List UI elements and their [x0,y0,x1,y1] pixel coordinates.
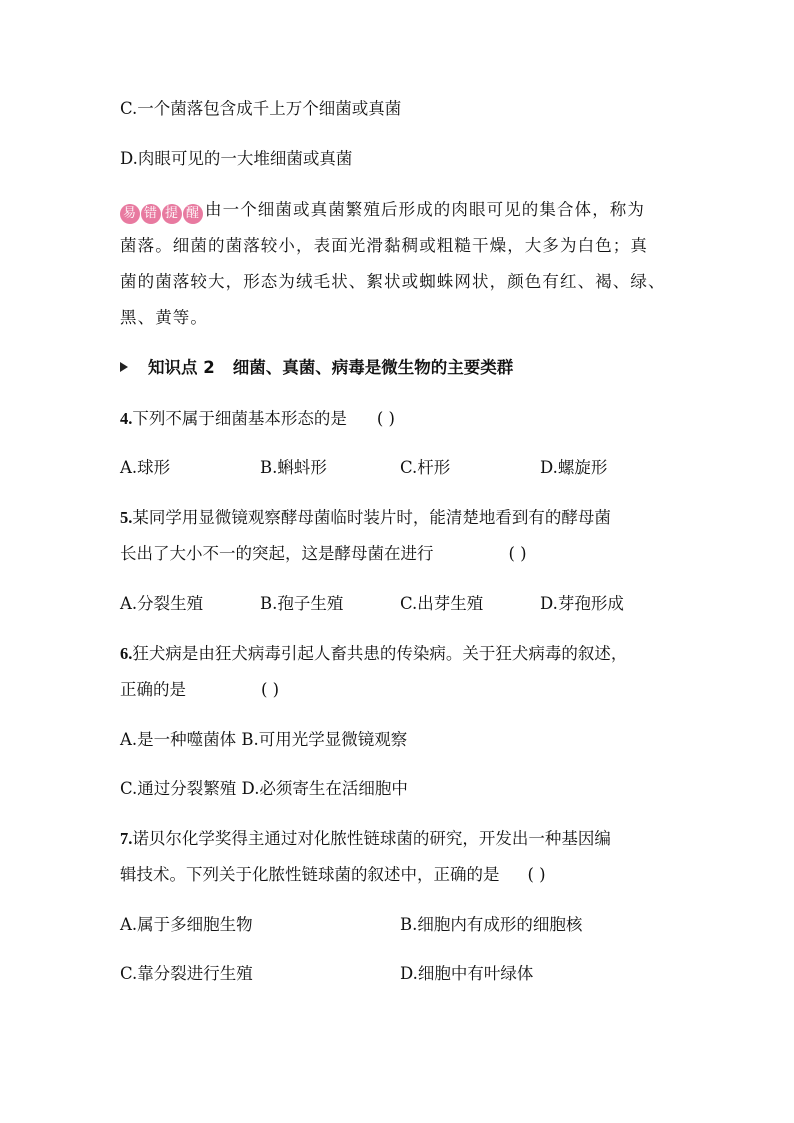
question-stem: 某同学用显微镜观察酵母菌临时装片时，能清楚地看到有的酵母菌 [132,508,611,527]
option-a: A.球形 [120,458,171,477]
option-c: C.通过分裂繁殖 [120,779,237,798]
question-number: 4. [120,409,133,428]
option-a: A.是一种噬菌体 [120,730,237,749]
option-d: D.细胞中有叶绿体 [400,964,534,983]
option-d: D.必须寄生在活细胞中 [241,779,408,798]
question-number: 7. [120,829,133,848]
question-number: 6. [120,644,133,663]
question-stem: 辑技术。下列关于化脓性链球菌的叙述中，正确的是 [120,865,500,884]
answer-bracket: ( ) [376,409,395,428]
q6-stem-line1 [120,643,627,665]
option-d: D.螺旋形 [540,458,608,477]
option-a: A.分裂生殖 [120,594,204,613]
question-stem: 下列不属于细菌基本形态的是 [132,409,347,428]
tip-line-3: 菌的菌落较大，形态为绒毛状、絮状或蜘蛛网状，颜色有红、褐、绿、 [120,272,666,291]
tip-badge-char: 易 [120,204,140,224]
question-stem: 诺贝尔化学奖得主通过对化脓性链球菌的研究，开发出一种基因编 [132,829,611,848]
tip-text: 由一个细菌或真菌繁殖后形成的肉眼可见的集合体，称为 [205,200,645,219]
tip-line-4: 黑、黄等。 [120,308,208,327]
option-b: B.可用光学显微镜观察 [241,730,408,749]
question-stem: 长出了大小不一的突起，这是酵母菌在进行 [120,544,434,563]
option-b: B.蝌蚪形 [260,458,327,477]
section-title: 细菌、真菌、病毒是微生物的主要类群 [232,358,514,377]
answer-bracket: ( ) [527,865,546,884]
tip-badge [120,204,203,224]
option-a: A.属于多细胞生物 [120,915,253,934]
option-d: D.芽孢形成 [540,594,624,613]
q4-stem [120,408,395,430]
question-stem: 正确的是 [120,680,186,699]
answer-bracket: ( ) [508,544,527,563]
option-c: C.出芽生殖 [400,594,484,613]
option-b: B.孢子生殖 [260,594,344,613]
question-number: 5. [120,508,133,527]
option-c: C.杆形 [400,458,451,477]
tip-badge-char: 错 [141,204,161,224]
triangle-bullet-icon [120,362,128,372]
answer-bracket: ( ) [261,680,280,699]
q7-stem-line2 [120,864,546,886]
q5-stem-line2 [120,543,527,565]
tip-badge-char: 提 [162,204,182,224]
q7-stem-line1 [120,828,611,850]
option-c: C.靠分裂进行生殖 [120,964,253,983]
tip-line-2: 菌落。细菌的菌落较小，表面光滑黏稠或粗糙干燥，大多为白色；真 [120,236,648,255]
q6-stem-line2 [120,679,279,701]
q6-options-row1 [120,729,407,751]
q5-stem-line1 [120,507,611,529]
section-label: 知识点 2 [148,358,215,377]
tip-badge-char: 醒 [183,204,203,224]
q6-options-row2 [120,778,408,800]
tip-line-1 [120,199,645,224]
q3-option-c: C.一个菌落包含成千上万个细菌或真菌 [120,99,402,118]
option-b: B.细胞内有成形的细胞核 [400,915,583,934]
section-heading [120,357,513,379]
question-stem: 狂犬病是由狂犬病毒引起人畜共患的传染病。关于狂犬病毒的叙述， [132,644,628,663]
q3-option-d: D.肉眼可见的一大堆细菌或真菌 [120,149,353,168]
